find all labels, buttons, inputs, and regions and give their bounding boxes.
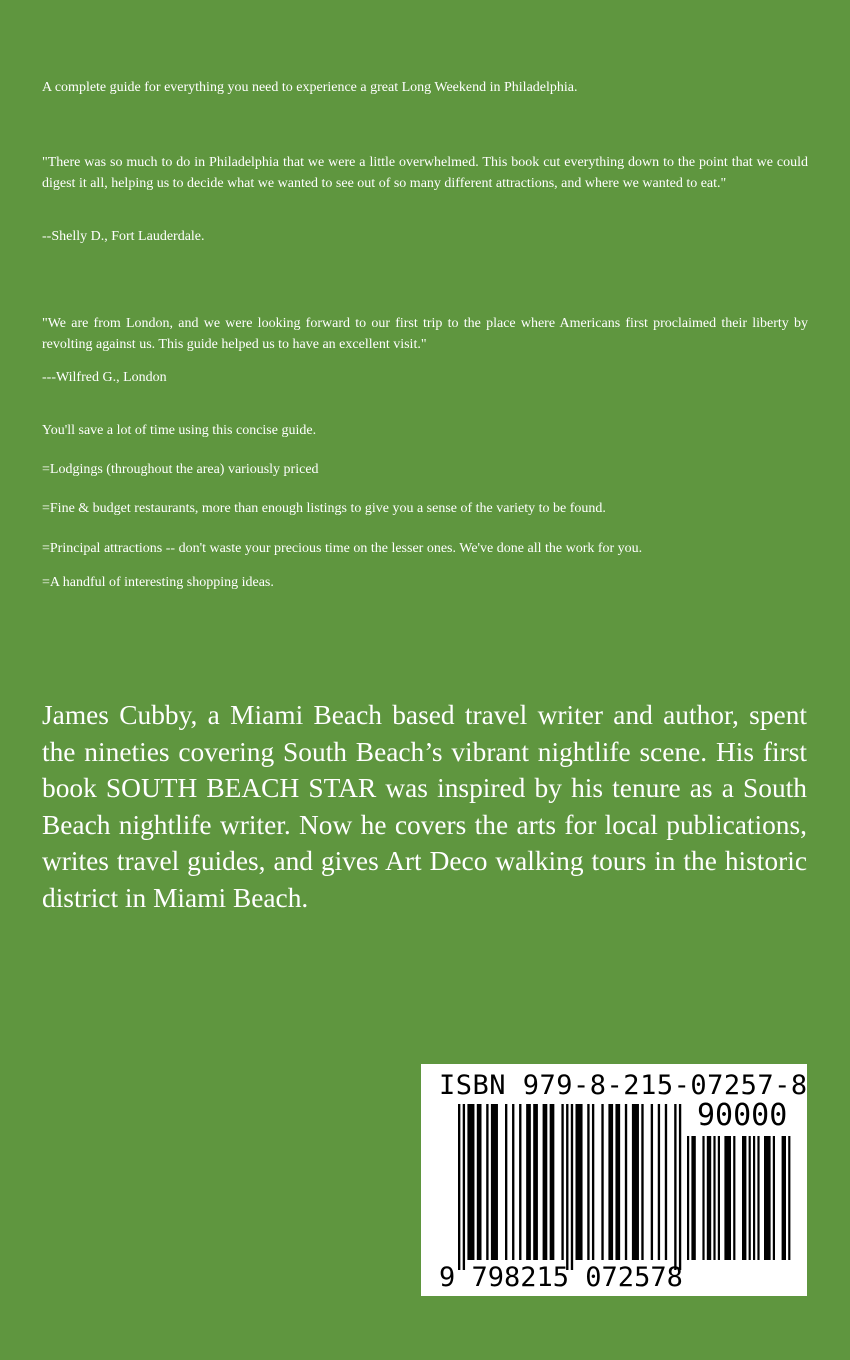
barcode-bar (550, 1104, 555, 1260)
feature-item-attractions: =Principal attractions -- don't waste your precious time on the lesser ones. We've done all the work for you. (42, 541, 643, 556)
barcode-bar (764, 1136, 771, 1260)
barcode-bar (526, 1104, 531, 1260)
barcode-bar (707, 1136, 711, 1260)
testimonial-attribution-1: --Shelly D., Fort Lauderdale. (42, 229, 205, 244)
barcode-bar (491, 1104, 498, 1260)
barcode-bar (571, 1104, 573, 1270)
barcode-bar (718, 1136, 720, 1260)
barcode-bar (742, 1136, 746, 1260)
barcode-bar (601, 1104, 603, 1260)
barcode-bar (467, 1104, 474, 1260)
feature-item-restaurants: =Fine & budget restaurants, more than enough listings to give you a sense of the variety to be found. (42, 501, 606, 516)
isbn-barcode (421, 1064, 807, 1296)
barcode-bar (782, 1136, 786, 1260)
barcode-bar (733, 1136, 735, 1260)
barcode-bar (625, 1104, 627, 1260)
barcode-bar (477, 1104, 482, 1260)
barcode-bar (679, 1104, 681, 1270)
testimonial-attribution-2: ---Wilfred G., London (42, 370, 167, 385)
barcode-bar (566, 1104, 568, 1270)
barcode-bar (724, 1136, 731, 1260)
isbn-label: ISBN 979-8-215-07257-8 (439, 1070, 808, 1101)
barcode-bar (543, 1104, 548, 1260)
barcode-bar (632, 1104, 639, 1260)
barcode-bar (674, 1104, 676, 1270)
barcode-bar (463, 1104, 465, 1270)
barcode-bar (641, 1104, 643, 1260)
barcode-bar (753, 1136, 755, 1260)
barcode-bar (458, 1104, 460, 1270)
barcode-bar (687, 1136, 689, 1260)
barcode-bar (788, 1136, 790, 1260)
barcode-bar (691, 1136, 695, 1260)
barcode-bar (615, 1104, 620, 1260)
barcode-bar (651, 1104, 653, 1260)
barcode-bar (749, 1136, 751, 1260)
barcode-bar (757, 1136, 759, 1260)
barcode-bar (608, 1104, 613, 1260)
barcode-bar (486, 1104, 488, 1260)
barcode-bar (713, 1136, 715, 1260)
barcode-bar (512, 1104, 514, 1260)
barcode-bar (702, 1136, 704, 1260)
barcode-digits: 9 798215 072578 (439, 1262, 683, 1293)
barcode-bar (587, 1104, 589, 1260)
features-intro: You'll save a lot of time using this concise guide. (42, 423, 317, 438)
barcode-bar (505, 1104, 507, 1260)
barcode-bar (665, 1104, 667, 1260)
barcode-bar (773, 1136, 775, 1260)
price-code: 90000 (697, 1098, 788, 1133)
barcode-bar (658, 1104, 660, 1260)
intro-text: A complete guide for everything you need to experience a great Long Weekend in Philadelphia. (42, 80, 578, 95)
feature-item-shopping: =A handful of interesting shopping ideas. (42, 575, 274, 590)
barcode-bar (561, 1104, 563, 1260)
barcode-bar (533, 1104, 538, 1260)
testimonial-quote-1: "There was so much to do in Philadelphia that we were a little overwhelmed. This book cut everything down to the point that we could digest it all, helping us to decide what we wanted to see out of so many different attractions, and where we wanted to eat." (42, 155, 808, 191)
barcode-bar (519, 1104, 521, 1260)
barcode-bar (592, 1104, 594, 1260)
testimonial-quote-2: "We are from London, and we were looking forward to our first trip to the place where Americans first proclaimed their liberty by revolting against us. This guide helped us to have an excellent visit." (42, 316, 808, 352)
feature-item-lodgings: =Lodgings (throughout the area) variously priced (42, 462, 319, 477)
barcode-bar (576, 1104, 583, 1260)
author-bio: James Cubby, a Miami Beach based travel writer and author, spent the nineties covering South Beach’s vibrant nightlife scene. His first book SOUTH BEACH STAR was inspired by his tenure as a South Beach nightlife writer. Now he covers the arts for local publications, writes travel guides, and gives Art Deco walking tours in the historic district in Miami Beach. (42, 700, 807, 913)
